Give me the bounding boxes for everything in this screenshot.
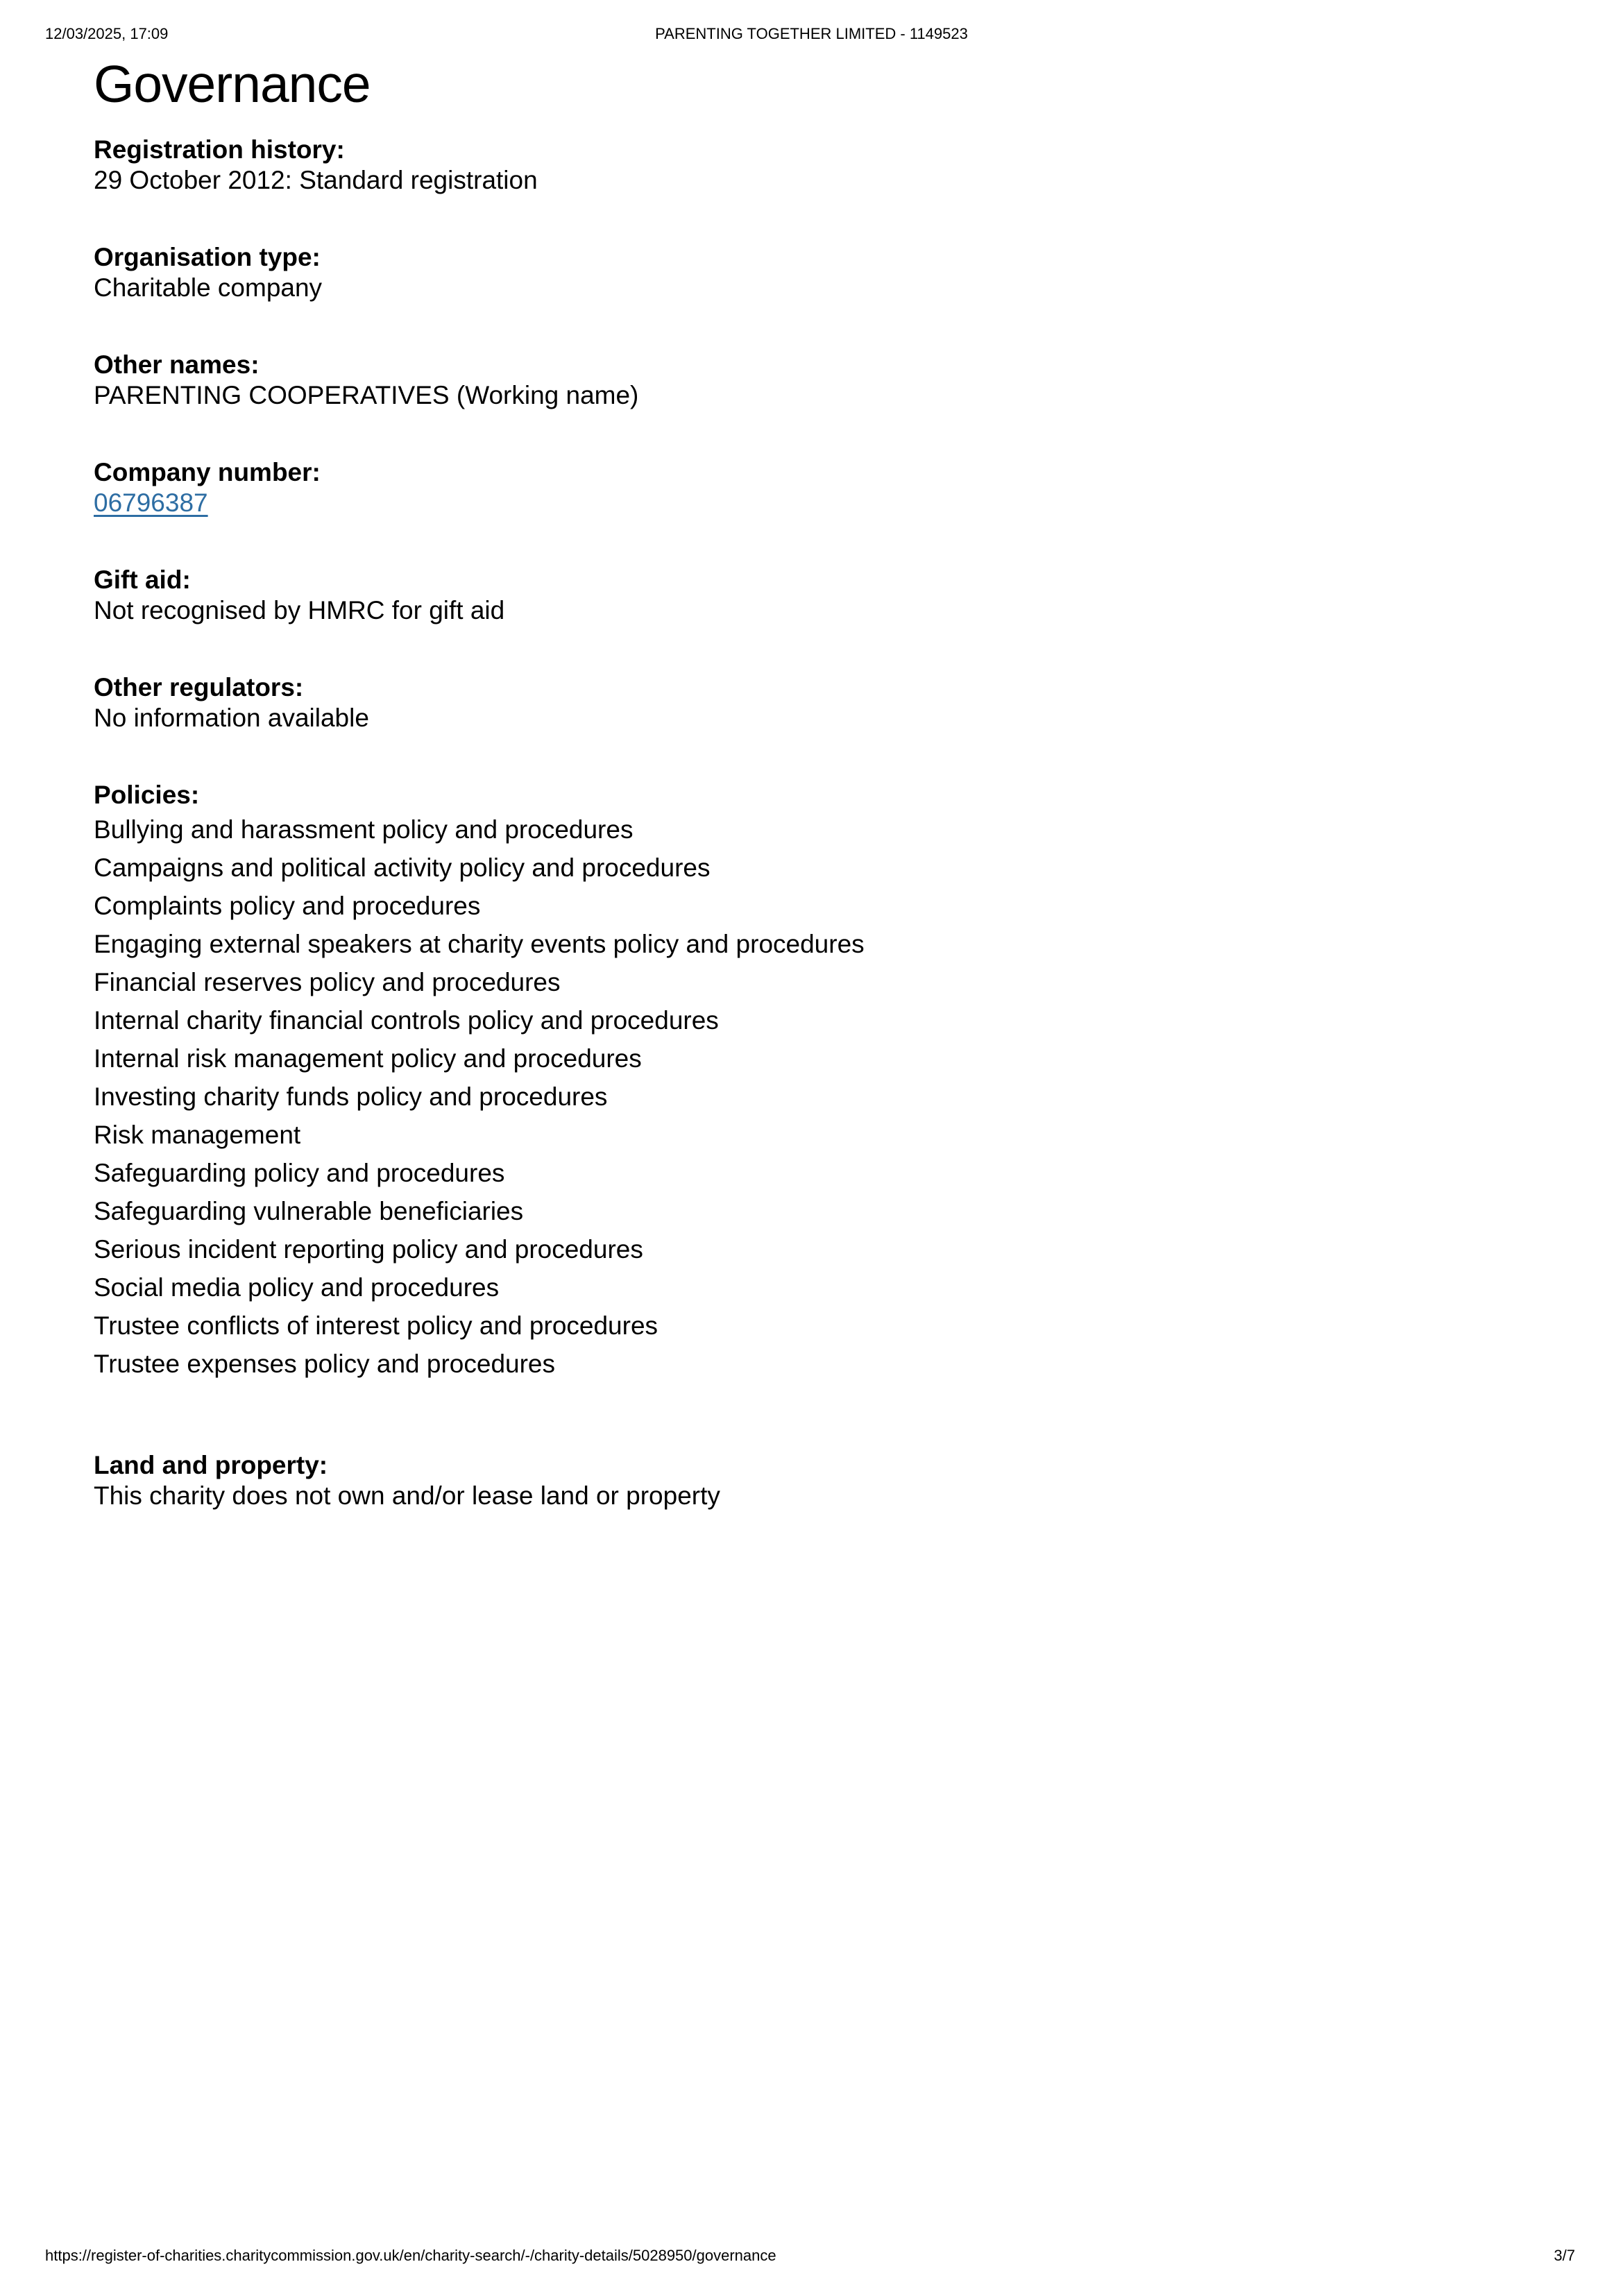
section-other-regulators (94, 672, 1529, 733)
section-other-names (94, 350, 1529, 411)
section-value: PARENTING COOPERATIVES (Working name) (94, 381, 639, 409)
policy-item: Serious incident reporting policy and procedures (94, 1235, 643, 1264)
policy-item: Trustee conflicts of interest policy and procedures (94, 1311, 658, 1340)
section-label: Other regulators: (94, 673, 304, 701)
section-gift-aid (94, 565, 1529, 626)
section-label: Land and property: (94, 1451, 328, 1479)
page-number: 3/7 (1554, 2247, 1575, 2264)
section-value: Not recognised by HMRC for gift aid (94, 596, 505, 624)
section-company-number (94, 457, 1529, 518)
policy-item: Risk management (94, 1121, 301, 1149)
policy-item: Internal risk management policy and procedures (94, 1044, 642, 1073)
section-value: Charitable company (94, 273, 323, 302)
policy-item: Engaging external speakers at charity events policy and procedures (94, 930, 865, 958)
section-label: Registration history: (94, 135, 345, 164)
policy-item: Trustee expenses policy and procedures (94, 1350, 556, 1378)
policy-item: Bullying and harassment policy and procedures (94, 815, 634, 844)
main-content (94, 54, 1529, 1558)
section-label: Gift aid: (94, 566, 191, 594)
section-label: Other names: (94, 350, 260, 379)
company-number-link[interactable]: 06796387 (94, 488, 208, 517)
policy-item: Investing charity funds policy and procedures (94, 1082, 608, 1111)
page-title: Governance (94, 55, 371, 113)
section-value (94, 488, 1529, 518)
policy-item: Internal charity financial controls policy and procedures (94, 1006, 719, 1035)
section-label: Policies: (94, 781, 200, 809)
section-value: 29 October 2012: Standard registration (94, 166, 538, 194)
policy-item: Safeguarding vulnerable beneficiaries (94, 1197, 524, 1225)
section-land-and-property (94, 1450, 1529, 1511)
section-value: No information available (94, 704, 369, 732)
policy-item: Financial reserves policy and procedures (94, 968, 561, 996)
print-datetime: 12/03/2025, 17:09 (45, 25, 169, 42)
section-label: Company number: (94, 458, 321, 486)
footer-url: https://register-of-charities.charitycommission.gov.uk/en/charity-search/-/charity-details/5028950/governance (45, 2247, 776, 2264)
section-registration-history (94, 135, 1529, 196)
policy-item: Safeguarding policy and procedures (94, 1159, 505, 1187)
policy-item: Complaints policy and procedures (94, 892, 481, 920)
print-footer (45, 2247, 1575, 2265)
section-label: Organisation type: (94, 243, 321, 271)
policy-item: Campaigns and political activity policy and procedures (94, 853, 711, 882)
policy-item: Social media policy and procedures (94, 1273, 500, 1302)
section-policies (94, 780, 1529, 1383)
section-organisation-type (94, 242, 1529, 303)
print-header (0, 25, 1623, 44)
section-value: This charity does not own and/or lease land or property (94, 1481, 720, 1510)
print-document-title: PARENTING TOGETHER LIMITED - 1149523 (655, 25, 968, 42)
